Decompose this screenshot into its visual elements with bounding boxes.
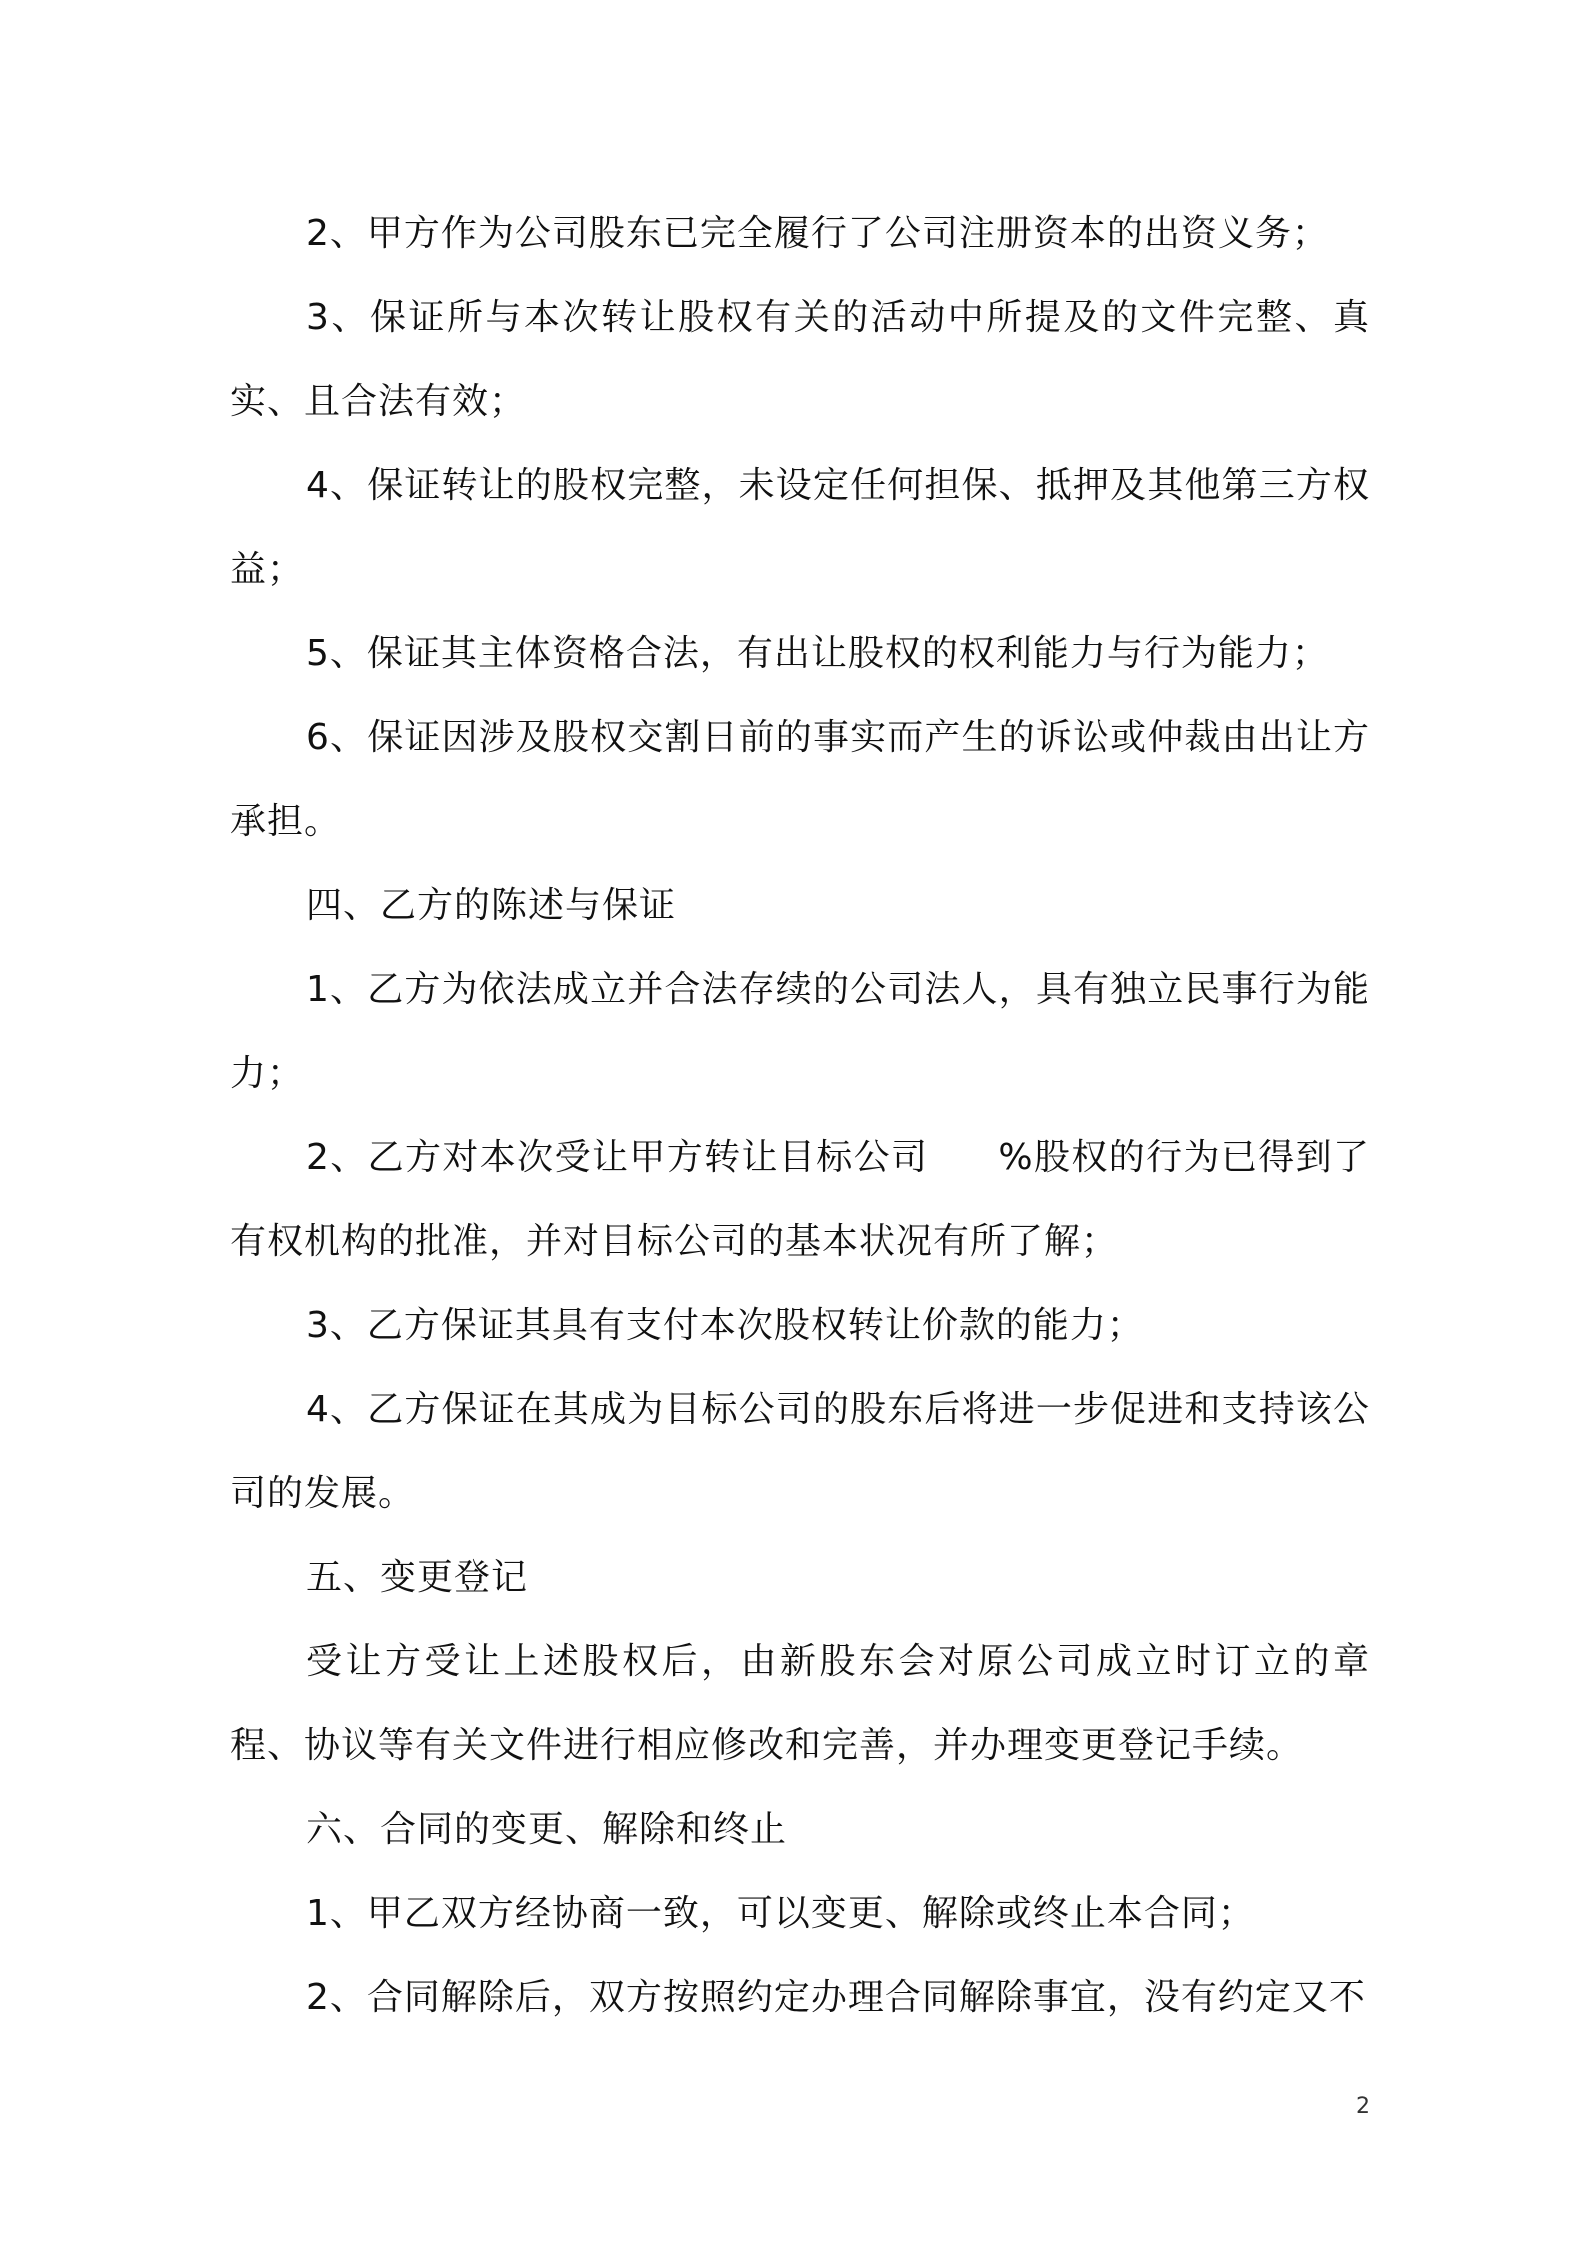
party-b-clause-4: 4、乙方保证在其成为目标公司的股东后将进一步促进和支持该公司的发展。 bbox=[230, 1389, 1370, 1514]
clause-2-capital-contribution: 2、甲方作为公司股东已完全履行了公司注册资本的出资义务； bbox=[306, 213, 1329, 254]
contract-change-clause-2: 2、合同解除后，双方按照约定办理合同解除事宜，没有约定又不 bbox=[306, 1977, 1366, 2018]
party-b-clause-1: 1、乙方为依法成立并合法存续的公司法人，具有独立民事行为能力； bbox=[230, 969, 1370, 1094]
party-b-clause-2-before-blank: 2、乙方对本次受让甲方转让目标公司 bbox=[306, 1137, 929, 1178]
clause-3-documents-valid: 3、保证所与本次转让股权有关的活动中所提及的文件完整、真实、且合法有效； bbox=[230, 297, 1370, 422]
section-4-heading: 四、乙方的陈述与保证 bbox=[306, 885, 677, 926]
contract-change-clause-1: 1、甲乙双方经协商一致，可以变更、解除或终止本合同； bbox=[306, 1893, 1255, 1934]
clause-5-legal-capacity: 5、保证其主体资格合法，有出让股权的权利能力与行为能力； bbox=[306, 633, 1329, 674]
clause-6-litigation-liability: 6、保证因涉及股权交割日前的事实而产生的诉讼或仲裁由出让方承担。 bbox=[230, 717, 1370, 842]
registration-change-text: 受让方受让上述股权后，由新股东会对原公司成立时订立的章程、协议等有关文件进行相应修改和完善，并办理变更登记手续。 bbox=[230, 1641, 1370, 1766]
page-number: 2 bbox=[1356, 2094, 1370, 2119]
document-body bbox=[230, 192, 1370, 2040]
clause-4-equity-complete: 4、保证转让的股权完整，未设定任何担保、抵押及其他第三方权益； bbox=[230, 465, 1370, 590]
party-b-clause-3: 3、乙方保证其具有支付本次股权转让价款的能力； bbox=[306, 1305, 1144, 1346]
section-6-heading: 六、合同的变更、解除和终止 bbox=[306, 1809, 788, 1850]
section-5-heading: 五、变更登记 bbox=[306, 1557, 529, 1598]
party-b-clause-2 bbox=[230, 1116, 1370, 1284]
party-b-clause-2-after-blank: %股权的行为已得到了有权机构的批准，并对目标公司的基本状况有所了解； bbox=[230, 1137, 1371, 1262]
